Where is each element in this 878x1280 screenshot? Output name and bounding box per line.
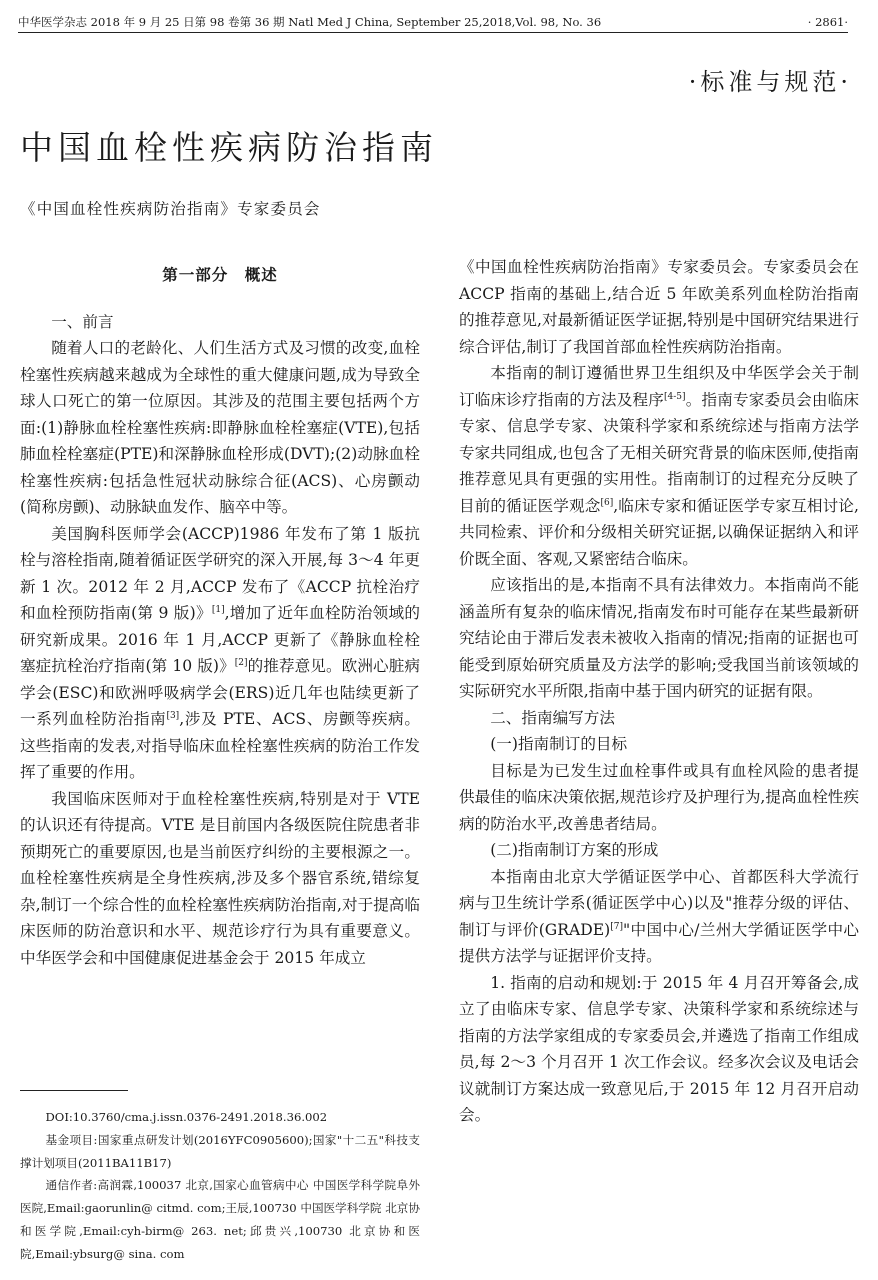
reference-marker[interactable]: [2] <box>234 657 248 668</box>
section-heading-preface: 一、前言 <box>51 312 114 331</box>
footnotes <box>20 1106 420 1266</box>
paragraph: 1. 指南的启动和规划:于 2015 年 4 月召开筹备会,成立了由临床专家、信息学专家、决策科学家和系统综述与指南的方法学家组成的专家委员会,并遴选了指南工作组成员,每 2～3 个月召开 1 次工作会议。经多次会议及电话会议就制订方案达成一致意见后,于 2015 年 12 月召开启动会。 <box>459 973 859 1124</box>
subsection-heading-goal: (一)指南制订的目标 <box>490 735 628 753</box>
paragraph: 本指南由北京大学循证医学中心、首都医科大学流行病与卫生统计学系(循证医学中心)以及"推荐分级的评估、制订与评价(GRADE)[7]"中国中心/兰州大学循证医学中心提供方法学与证据评价支持。 <box>459 867 860 965</box>
paragraph: 目标是为已发生过血栓事件或具有血栓风险的患者提供最佳的临床决策依据,规范诊疗及护理行为,提高血栓性疾病的防治水平,改善患者结局。 <box>459 761 859 833</box>
doi: DOI:10.3760/cma.j.issn.0376-2491.2018.36.002 <box>45 1110 328 1124</box>
paragraph: 美国胸科医师学会(ACCP)1986 年发布了第 1 版抗栓与溶栓指南,随着循证医学研究的深入开展,每 3～4 年更新 1 次。2012 年 2 月,ACCP 发布了《ACCP 抗栓治疗和血栓预防指南(第 9 版)》[1],增加了近年血栓防治领域的研究新成果。2016 年 1 月,ACCP 更新了《静脉血栓栓塞症抗栓治疗指南(第 10 版)》[2]的推荐意见。欧洲心脏病学会(ESC)和欧洲呼吸病学会(ERS)近几年也陆续更新了一系列血栓防治指南[3],涉及 PTE、ACS、房颤等疾病。这些指南的发表,对指导临床血栓栓塞性疾病的防治工作发挥了重要的作用。 <box>20 524 420 781</box>
reference-marker[interactable]: [1] <box>211 604 225 615</box>
section-label: ·标准与规范· <box>688 68 852 96</box>
page-number: · 2861· <box>807 15 848 29</box>
running-header <box>18 12 848 33</box>
paragraph: 本指南的制订遵循世界卫生组织及中华医学会关于制订临床诊疗指南的方法及程序[4-5]。指南专家委员会由临床专家、信息学专家、决策科学家和系统综述与指南方法学专家共同组成,也包含了无相关研究背景的临床医师,使指南推荐意见具有更强的实用性。指南制订的过程充分反映了目前的循证医学观念[6],临床专家和循证医学专家互相讨论,共同检索、评价和分级相关研究证据,以确保证据纳入和评价既全面、客观,又紧密结合临床。 <box>459 364 859 568</box>
paragraph: 我国临床医师对于血栓栓塞性疾病,特别是对于 VTE 的认识还有待提高。VTE 是目前国内各级医院住院患者非预期死亡的重要原因,也是当前医疗纠纷的主要根源之一。血栓栓塞性疾病是全身性疾病,涉及多个器官系统,错综复杂,制订一个综合性的血栓栓塞性疾病防治指南,对于提高临床医师的防治意识和水平、规范诊疗行为具有重要意义。中华医学会和中国健康促进基金会于 2015 年成立 <box>20 789 420 967</box>
article-title: 中国血栓性疾病防治指南 <box>20 128 438 167</box>
journal-citation: 中华医学杂志 2018 年 9 月 25 日第 98 卷第 36 期 Natl Med J China, September 25,2018,Vol. 98, No. 36 <box>18 15 602 29</box>
section-heading-methods: 二、指南编写方法 <box>490 708 615 727</box>
reference-marker[interactable]: [7] <box>610 921 623 932</box>
reference-marker[interactable]: [6] <box>600 497 614 508</box>
article-authors: 《中国血栓性疾病防治指南》专家委员会 <box>20 200 321 218</box>
funding-note: 基金项目:国家重点研发计划(2016YFC0905600);国家"十二五"科技支撑计划项目(2011BA11B17) <box>20 1132 420 1170</box>
part-heading: 第一部分 概述 <box>162 266 278 284</box>
left-column <box>20 254 420 971</box>
reference-marker[interactable]: [3] <box>166 710 180 721</box>
footnote-divider <box>20 1090 128 1091</box>
subsection-heading-plan: (二)指南制订方案的形成 <box>490 841 659 859</box>
paragraph: 应该指出的是,本指南不具有法律效力。本指南尚不能涵盖所有复杂的临床情况,指南发布时可能存在某些最新研究结论由于滞后发表未被收入指南的情况;指南的证据也可能受到原始研究质量及方法学的影响;受我国当前该领域的实际研究水平所限,指南中基于国内研究的证据有限。 <box>459 576 859 700</box>
right-column <box>459 254 859 1129</box>
paragraph: 《中国血栓性疾病防治指南》专家委员会。专家委员会在 ACCP 指南的基础上,结合近 5 年欧美系列血栓防治指南的推荐意见,对最新循证医学证据,特别是中国研究结果进行综合评估,制订了我国首部血栓性疾病防治指南。 <box>459 258 859 356</box>
corresponding-authors: 通信作者:高润霖,100037 北京,国家心血管病中心 中国医学科学院阜外医院,Email:gaorunlin@ citmd. com;王辰,100730 中国医学科学院 北京协和医学院,Email:cyh-birm@ 263. net;邱贵兴,100730 北京协和医院,Email:ybsurg@ sina. com <box>20 1178 420 1261</box>
reference-marker[interactable]: [4-5] <box>664 391 686 402</box>
paragraph: 随着人口的老龄化、人们生活方式及习惯的改变,血栓栓塞性疾病越来越成为全球性的重大健康问题,成为导致全球人口死亡的第一位原因。其涉及的范围主要包括两个方面:(1)静脉血栓栓塞性疾病:即静脉血栓栓塞症(VTE),包括肺血栓栓塞症(PTE)和深静脉血栓形成(DVT);(2)动脉血栓栓塞性疾病:包括急性冠状动脉综合征(ACS)、心房颤动(简称房颤)、动脉缺血发作、脑卒中等。 <box>20 339 420 516</box>
